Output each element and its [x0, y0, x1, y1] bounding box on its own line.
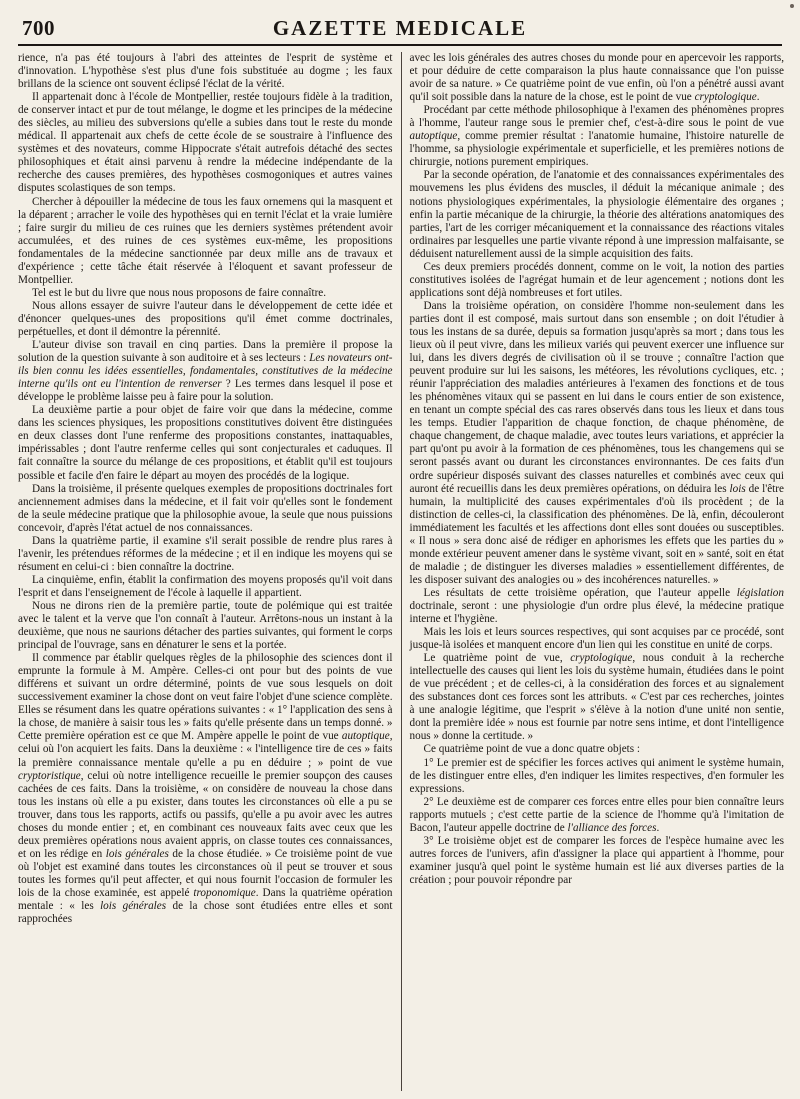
paragraph: [18, 300, 393, 339]
text-run: de la chose étudiée. » Ce troisième point de vue où l'objet est examiné dans toutes les circonstances où il peut se trouver et sous toutes les formes qu'il peut affecter, et qui nous fournit l'occasion de formuler les lois de la chose examinée, est appelé: [18, 847, 393, 899]
paragraph: [410, 796, 785, 835]
text-run: Dans la quatrième partie, il examine s'il serait possible de rendre plus rares à l'avenir, les prétendues réformes de la médecine ; et il en indique les moyens qui se résument en celui-ci : bien connaître la doctrine.: [18, 534, 393, 573]
paragraph: [18, 287, 393, 300]
italic-text: lois générales: [105, 847, 169, 860]
text-run: doctrinale, seront : une physiologie d'un ordre plus élevé, la médecine pratique interne et l'hygiène.: [409, 599, 784, 626]
italic-text: législation: [736, 586, 784, 599]
paragraph: [410, 652, 785, 743]
right-column: [401, 52, 785, 1091]
text-run: ? Les termes dans lesquel il pose et développe le problème laisse peu à faire pour la solution.: [18, 378, 393, 404]
paragraph: [410, 835, 785, 887]
text-run: Les résultats de cette troisième opération, que l'auteur appelle: [423, 586, 737, 599]
paragraph: [18, 483, 393, 535]
paragraph: [410, 587, 785, 626]
text-run: , comme premier résultat : l'anatomie humaine, l'histoire naturelle de l'homme, sa physiologie expérimentale et superficielle, et les premières notions de chirurgie, notions purement empiriques.: [409, 130, 784, 169]
text-run: Ce quatrième point de vue a donc quatre objets :: [423, 743, 641, 756]
paragraph: [18, 600, 393, 652]
text-run: Procédant par cette méthode philosophique à l'examen des phénomènes propres à l'homme, l'auteur range sous le premier chef, c'est-à-dire sous le point de vue: [409, 104, 784, 130]
paragraph: [410, 626, 785, 652]
italic-text: troponomique: [193, 887, 256, 899]
italic-text: cryptologique: [694, 91, 757, 104]
italic-text: lois: [729, 482, 746, 495]
paragraph: [18, 535, 393, 574]
paragraph: [410, 757, 785, 796]
text-run: Mais les lois et leurs sources respectives, qui sont acquises par ce procédé, sont jusque-là isolées et manquent encore d'un lien qui les constitue en unité de corps.: [409, 626, 784, 652]
italic-text: cryptoristique: [18, 769, 81, 782]
italic-text: cryptologique: [570, 652, 633, 665]
text-run: avec les lois générales des autres choses du monde pour en apercevoir les rapports, et pour déduire de cette comparaison la plus haute connaissance que l'on puisse avoir de sa nature. » Ce quatrième point de vue enfin, où l'on a pénétré aussi avant qu'il soit possible dans la nature de la chose, est le point de vue: [409, 52, 784, 104]
text-run: Chercher à dépouiller la médecine de tous les faux ornemens qui la masquent et la déparent ; arracher le voile des hypothèses qui en ternit l'éclat et la vraie lumière ; faire surgir du milieu de ces ruines que les derniers systèmes prétendent avoir accumulées, et des ruines de ces systèmes eux-même, les propositions fondamentales de la médecine sanctionnée par deux mille ans de travaux et d'expérience ; cette tâche était réservée à l'éloquent et savant professeur de Montpellier.: [18, 195, 393, 286]
italic-text: autoptique: [409, 130, 458, 143]
text-run: . Dans la quatrième opération mentale : « les: [18, 887, 393, 913]
paragraph: [18, 404, 393, 482]
text-run: , celui où notre intelligence recueille le premier soupçon des causes cachées de ces faits. Dans la troisième, « on considère de nouveau la chose dans tous les instans où elle a pu exister, dans toutes les circonstances où elle a pu se trouver, dans tous les rapports, actifs ou passifs, qu'elle a pu avoir avec les autres choses du monde entier ; et, en combinant ces nouveaux faits avec ceux que les deux premières opérations nous avaient appris, on classe toutes ces connaissances, et on les rédige en: [18, 769, 393, 860]
left-column: [18, 52, 401, 1091]
text-run: , celui où l'on acquiert les faits. Dans la deuxième : « l'intelligence tire de ces » faits la première connaissance mentale qu'elle a pu en déduire ; » point de vue: [18, 730, 393, 769]
text-run: 3° Le troisième objet est de comparer les forces de l'espèce humaine avec les autres forces de l'univers, afin d'assigner la place qui appartient à l'homme, pour examiner jusqu'à quel point le système humain est lié aux diverses parties de la création ; pour pouvoir répondre par: [409, 834, 784, 886]
text-run: 2° Le deuxième est de comparer ces forces entre elles pour bien connaître leurs rapports mutuels ; c'est cette partie de la science de l'homme qu'à l'imitation de Bacon, l'auteur appelle doctrine de: [409, 795, 784, 834]
text-run: Tel est le but du livre que nous nous proposons de faire connaître.: [32, 286, 327, 299]
text-run: rience, n'a pas été toujours à l'abri des atteintes de l'esprit de système et d'innovation. L'hypothèse s'est plus d'une fois substituée au dogme ; les faux brillans de la science ont souvent éclipsé l'éclat de la vérité.: [18, 52, 393, 91]
paragraph: [18, 339, 393, 404]
italic-text: l'alliance des forces: [567, 821, 657, 834]
text-run: Dans la troisième, il présente quelques exemples de propositions doctrinales fort anciennement admises dans la médecine, et il fait voir qu'elles sont le fondement de la seule médecine pratique que la philosophie avoue, la seule que nous puissions concevoir, d'après l'état actuel de nos connaissances.: [18, 482, 393, 534]
text-run: La deuxième partie a pour objet de faire voir que dans la médecine, comme dans les sciences physiques, les propositions constitutives doivent être distinguées en deux classes dont l'une renferme des propositions constantes, inattaquables, impérissables ; dont l'autre renferme celles qui sont conjecturales et caduques. Il fait connaître la source du mélange de ces propositions, et établit qu'il est toujours possible et facile d'en faire le départ au moyen des procédés de la logique.: [18, 404, 393, 482]
paragraph: [18, 91, 393, 195]
italic-text: autoptique: [341, 730, 390, 743]
article-columns: [18, 52, 784, 1091]
text-run: La cinquième, enfin, établit la confirmation des moyens proposés qu'il voit dans l'esprit et dans l'enseignement de l'école à laquelle il appartient.: [18, 573, 393, 599]
paragraph: [410, 261, 785, 300]
paragraph: [410, 743, 785, 756]
paragraph: [410, 169, 785, 260]
text-run: 1° Le premier est de spécifier les forces actives qui animent le système humain, de les distinguer entre elles, d'en indiquer les limites respectives, d'en formuler les expressions.: [409, 756, 784, 795]
text-run: Le quatrième point de vue,: [423, 652, 571, 665]
paragraph: [18, 52, 393, 91]
italic-text: Les novateurs ont-ils bien connu les idées essentielles, fondamentales, constitutives de la médecine interne qu'ils ont eu l'intention de renverser: [18, 352, 393, 391]
text-run: .: [756, 91, 760, 104]
journal-title: GAZETTE MEDICALE: [272, 16, 528, 40]
text-run: .: [656, 821, 660, 834]
page-number: 700: [22, 16, 55, 40]
text-run: Il appartenait donc à l'école de Montpellier, restée toujours fidèle à la tradition, de conserver intact et pur de tout mélange, le dogme et les principes de la médecine des siècles, au milieu des subversions qu'elle a subies dans tout le reste du monde médical. Il appartenait aux chefs de cette école de se soustraire à l'influence des systèmes et des novateurs, comme Hippocrate s'était autrefois détaché des sectes philosophiques et était ainsi parvenu à rendre la médecine indépendante de la recherche des causes premières, des hypothèses cosmogoniques et autres vaines disputes scolastiques de son temps.: [18, 91, 393, 195]
text-run: Nous allons essayer de suivre l'auteur dans le développement de cette idée et d'énoncer quelques-unes des propositions qu'il émet comme doctrinales, perpétuelles, et dont il démontre la pérennité.: [18, 299, 393, 338]
paragraph: [18, 574, 393, 600]
text-run: de l'être humain, la multiplicité des causes expérimentales d'où ils procèdent ; de la distinction de celles-ci, la classification des phénomènes. De là, enfin, découleront immédiatement les facultés et les affections dont elles sont douées ou susceptibles. « Il nous » sera donc aisé de rédiger en aphorismes les effets que les parties du » monde extérieur peuvent amener dans le système vivant, soit en » santé, soit en état de maladie ; de distinguer les diverses maladies » essentiellement différentes, de les disposer suivant des analogies ou » des incohérences naturelles. »: [409, 482, 784, 586]
text-run: Ces deux premiers procédés donnent, comme on le voit, la notion des parties constitutives isolées de l'agrégat humain et de leur agencement ; notions dont les applications sont déjà nombreuses et fort utiles.: [409, 260, 784, 299]
paragraph: [410, 300, 785, 587]
text-run: Dans la troisième opération, on considère l'homme non-seulement dans les parties dont il est composé, mais surtout dans son ensemble ; on doit l'étudier à tous les instans de sa durée, depuis sa formation jusqu'après sa mort ; dans tous les lieux où il peut vivre, dans les milieux variés qui peuvent exercer une influence sur lui, dans les divers degrés de civilisation où il se trouve ; connaître l'action que peuvent produire sur lui les saisons, les météores, les révolutions cycliques, etc. ; réunir l'appréciation des maladies antérieures à l'examen des fonctions et de tous les phénomènes vitaux qui se passent en lui dans le cours entier de son existence, en tenant un compte spécial des cas rares observés dans tous les lieux et dans tous les temps. Etudier l'apparition de chaque fonction, de chaque phénomène, de chaque changement, de chaque maladie, avec toutes leurs variations, et apprécier la part qu'ont pu avoir à la formation de ces phénomènes, tous les changemens qui se seront passés avant ou durant les circonstances environnantes. De ces faits d'un ordre supérieur disposés suivant des classes naturelles et combinés avec ceux qui auront été recueillis dans les deux premières opérations, on déduira les: [409, 299, 784, 495]
paragraph: [410, 104, 785, 169]
text-run: Par la seconde opération, de l'anatomie et des connaissances expérimentales des mouvemens les plus évidens des muscles, il déduit la mécanique animale ; des notions physiologiques expérimentales, la physiologie élémentaire des organes ; enfin la partie mécanique de la chirurgie, la théorie des altérations anatomiques des parties, l'art de les corriger mécaniquement et la connaissance des réactions vitales ordinaires par lesquelles une partie vivante répond à une impression malfaisante, se déduisent naturellement aussi de la simple acquisition des faits.: [409, 169, 784, 260]
paragraph: [410, 52, 785, 104]
text-run: Il commence par établir quelques règles de la philosophie des sciences dont il emprunte la formule à M. Ampère. Celles-ci ont pour but des points de vue différens et suivant un ordre déterminé, points de vue sous lesquels on doit successivement examiner la chose dont on veut faire l'objet d'une science complète. Elles se résument dans les quatre opérations suivantes : « 1° l'application des sens à la chose, de manière à saisir tous les » faits qu'elle présente dans un temps donné. » Cette première opération est ce que M. Ampère appelle le point de vue: [18, 652, 393, 743]
italic-text: lois générales: [100, 900, 167, 913]
paragraph: [18, 196, 393, 287]
paper-speck: [790, 4, 794, 8]
paragraph: [18, 652, 393, 926]
text-run: L'auteur divise son travail en cinq parties. Dans la première il propose la solution de la question suivante à son auditoire et à ses lecteurs :: [18, 339, 393, 365]
text-run: , nous conduit à la recherche intellectuelle des causes qui lient les lois du système humain, étudiées dans le point de vue précédent ; et de celles-ci, à la considération des forces et au signalement des substances dont ces forces sont les attributs. « C'est par ces recherches, jointes à une analogie légitime, que l'esprit » s'élève à la notion d'une unité non sentie, dont la première idée » nous est fournie par notre sens intime, et dont l'intelligence nous » donne la certitude. »: [409, 652, 784, 743]
text-run: de la chose sont étudiées entre elles et sont rapprochées: [18, 900, 393, 926]
page-header: [18, 14, 782, 46]
text-run: Nous ne dirons rien de la première partie, toute de polémique qui est traitée avec le talent et la verve que l'on connaît à l'auteur. Arrêtons-nous un instant à la deuxième, que nous ne saurions détacher des parties suivantes, qui forment le corps principal de l'ouvrage, sans en dénaturer le sens et la portée.: [18, 599, 393, 652]
